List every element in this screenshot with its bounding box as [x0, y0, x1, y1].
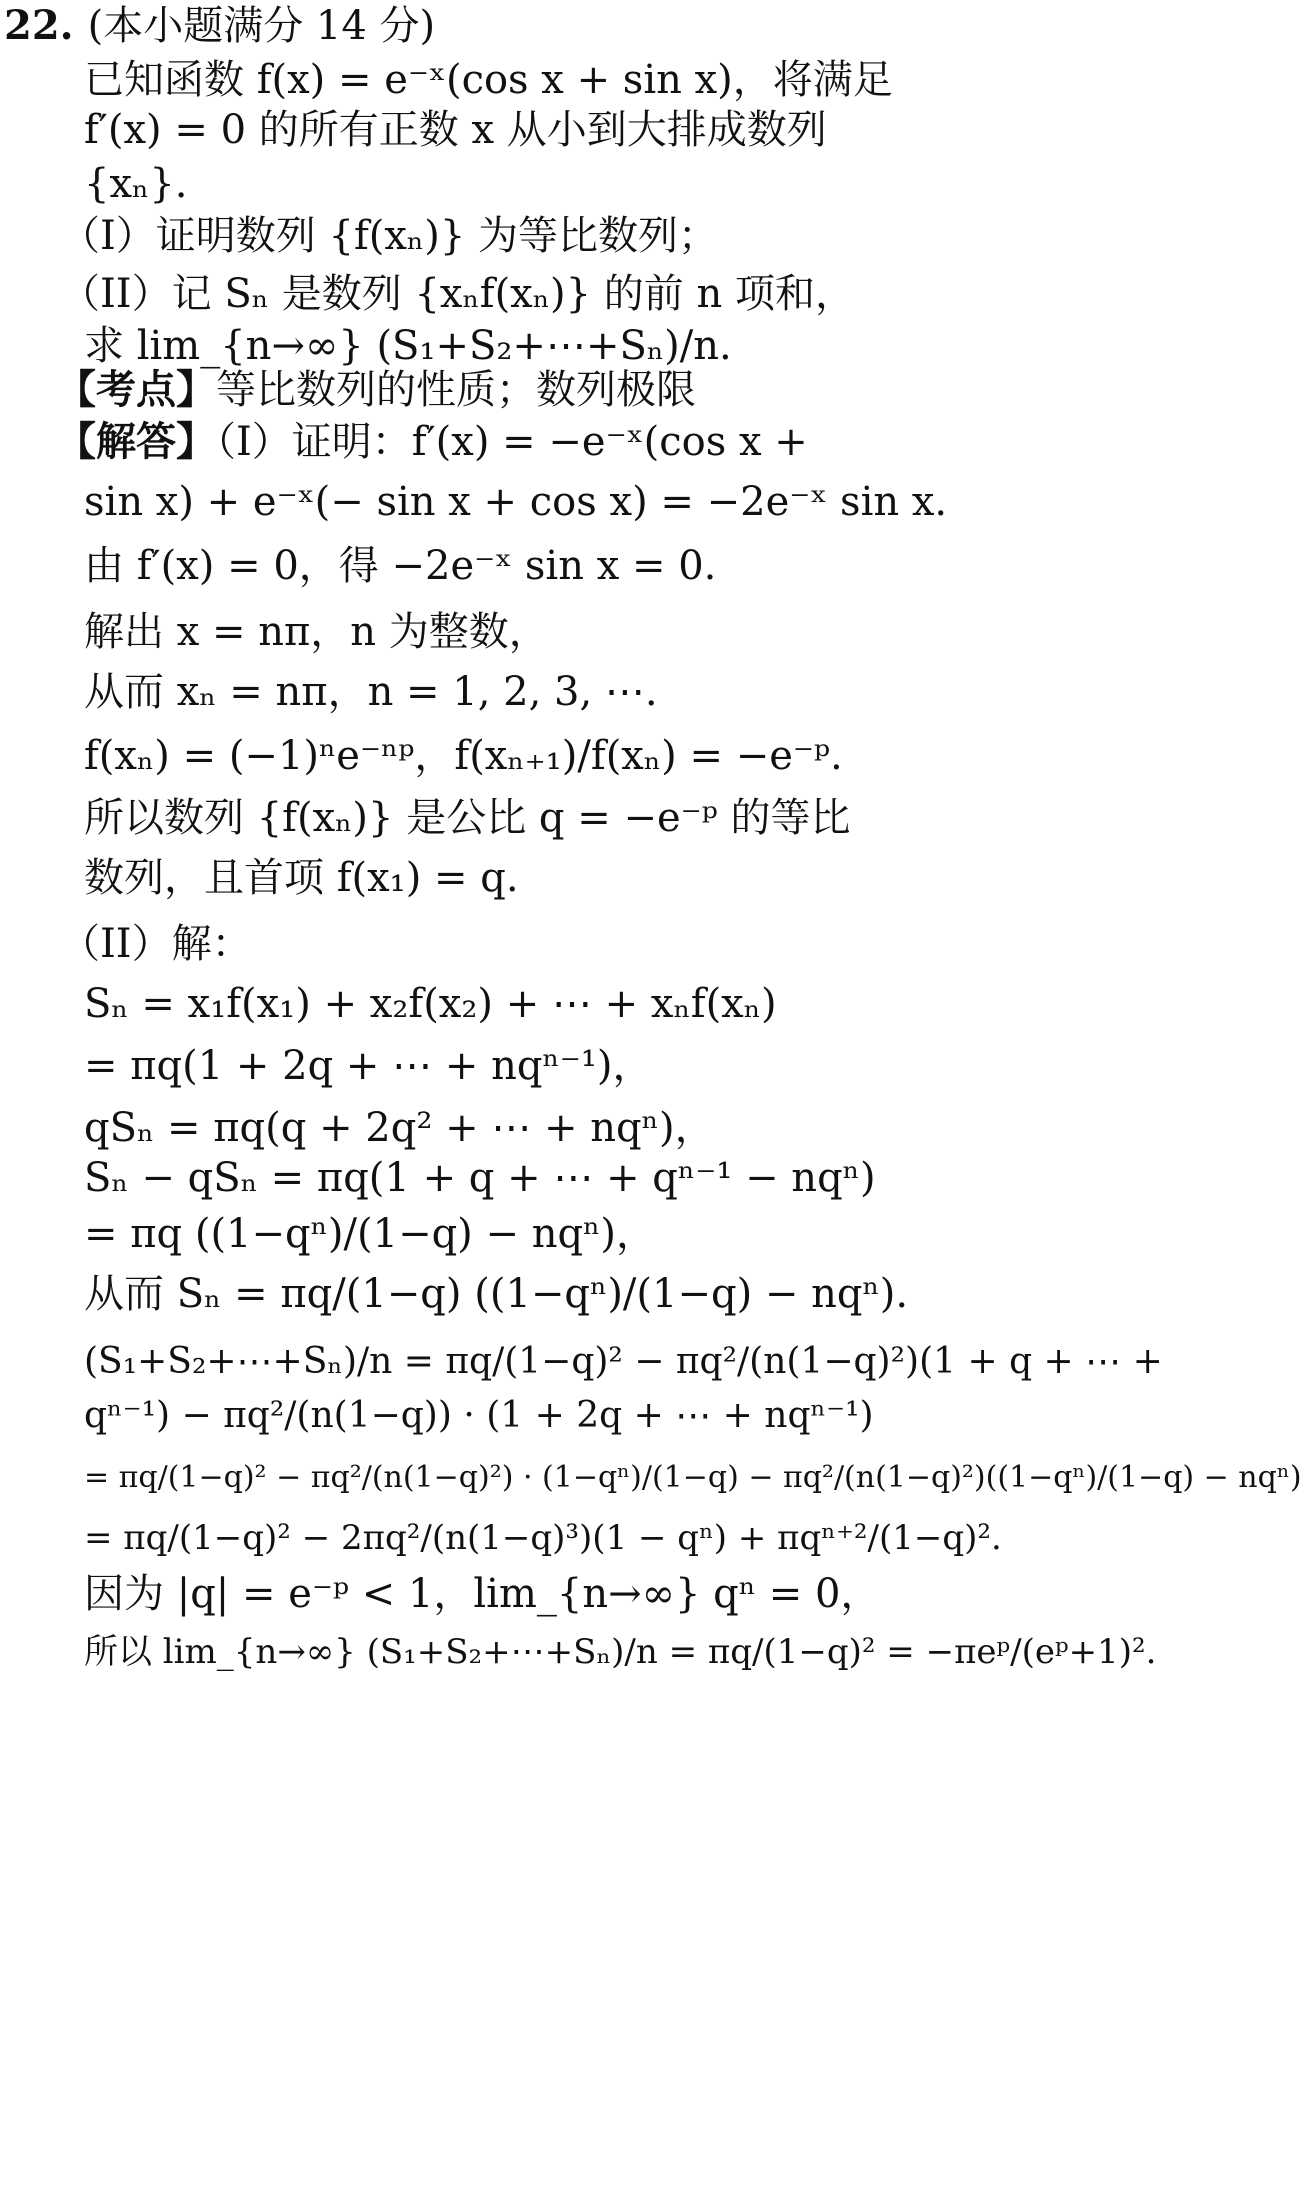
- solution-line: （I）证明：f′(x) = −e⁻ˣ(cos x +: [216, 419, 808, 465]
- solution-line: 所以 lim_{n→∞} (S₁+S₂+⋯+Sₙ)/n = πq/(1−q)² = −πeᵖ/(eᵖ+1)².: [84, 1632, 1157, 1672]
- solution-line: sin x) + e⁻ˣ(− sin x + cos x) = −2e⁻ˣ sin x.: [84, 479, 948, 525]
- problem-number: 22.: [4, 2, 74, 49]
- solution-line: 数列，且首项 f(x₁) = q.: [84, 855, 519, 901]
- kaodian-text: 等比数列的性质；数列极限: [216, 367, 696, 413]
- solution-line: Sₙ − qSₙ = πq(1 + q + ⋯ + qⁿ⁻¹ − nqⁿ): [84, 1155, 876, 1201]
- solution-line: Sₙ = x₁f(x₁) + x₂f(x₂) + ⋯ + xₙf(xₙ): [84, 981, 777, 1027]
- problem-stem-line: 已知函数 f(x) = e⁻ˣ(cos x + sin x)，将满足: [84, 57, 893, 103]
- solution-line: f(xₙ) = (−1)ⁿe⁻ⁿᵖ，f(xₙ₊₁)/f(xₙ) = −e⁻ᵖ.: [84, 733, 843, 779]
- solution-line: qSₙ = πq(q + 2q² + ⋯ + nqⁿ)，: [84, 1105, 715, 1151]
- problem-header: [4, 0, 860, 52]
- score-note: (本小题满分 14 分): [87, 3, 436, 49]
- kaodian-label: 【考点】: [56, 366, 216, 413]
- problem-part-2: 求 lim_{n→∞} (S₁+S₂+⋯+Sₙ)/n.: [84, 323, 732, 369]
- kaodian-section: [56, 364, 860, 416]
- solution-line: qⁿ⁻¹) − πq²/(n(1−q)) · (1 + 2q + ⋯ + nqⁿ⁻¹): [84, 1395, 874, 1436]
- solution-line: 解出 x = nπ，n 为整数，: [84, 609, 549, 655]
- problem-stem-line: f′(x) = 0 的所有正数 x 从小到大排成数列: [84, 107, 827, 153]
- jieda-section: [56, 416, 860, 468]
- solution-line: = πq(1 + 2q + ⋯ + nqⁿ⁻¹)，: [84, 1043, 653, 1089]
- solution-line: 从而 xₙ = nπ，n = 1, 2, 3, ⋯.: [84, 669, 658, 715]
- solution-line: 由 f′(x) = 0，得 −2e⁻ˣ sin x = 0.: [84, 543, 717, 589]
- solution-line: 因为 |q| = e⁻ᵖ < 1，lim_{n→∞} qⁿ = 0，: [84, 1571, 881, 1617]
- problem-stem-line: {xₙ}.: [84, 161, 188, 207]
- solution-line: = πq ((1−qⁿ)/(1−q) − nqⁿ)，: [84, 1211, 657, 1257]
- jieda-label: 【解答】: [56, 418, 216, 465]
- solution-line: 所以数列 {f(xₙ)} 是公比 q = −e⁻ᵖ 的等比: [84, 795, 851, 841]
- solution-line: = πq/(1−q)² − πq²/(n(1−q)²) · (1−qⁿ)/(1−q) − πq²/(n(1−q)²)((1−qⁿ)/(1−q) − nqⁿ): [84, 1460, 1302, 1495]
- problem-part-1: （I）证明数列 {f(xₙ)} 为等比数列；: [60, 213, 719, 259]
- problem-part-2: （II）记 Sₙ 是数列 {xₙf(xₙ)} 的前 n 项和，: [60, 271, 855, 317]
- solution-line: 从而 Sₙ = πq/(1−q) ((1−qⁿ)/(1−q) − nqⁿ).: [84, 1271, 909, 1317]
- solution-line: （II）解：: [60, 921, 252, 967]
- solution-line: (S₁+S₂+⋯+Sₙ)/n = πq/(1−q)² − πq²/(n(1−q)²)(1 + q + ⋯ +: [84, 1341, 1163, 1382]
- solution-line: = πq/(1−q)² − 2πq²/(n(1−q)³)(1 − qⁿ) + πqⁿ⁺²/(1−q)².: [84, 1518, 1002, 1558]
